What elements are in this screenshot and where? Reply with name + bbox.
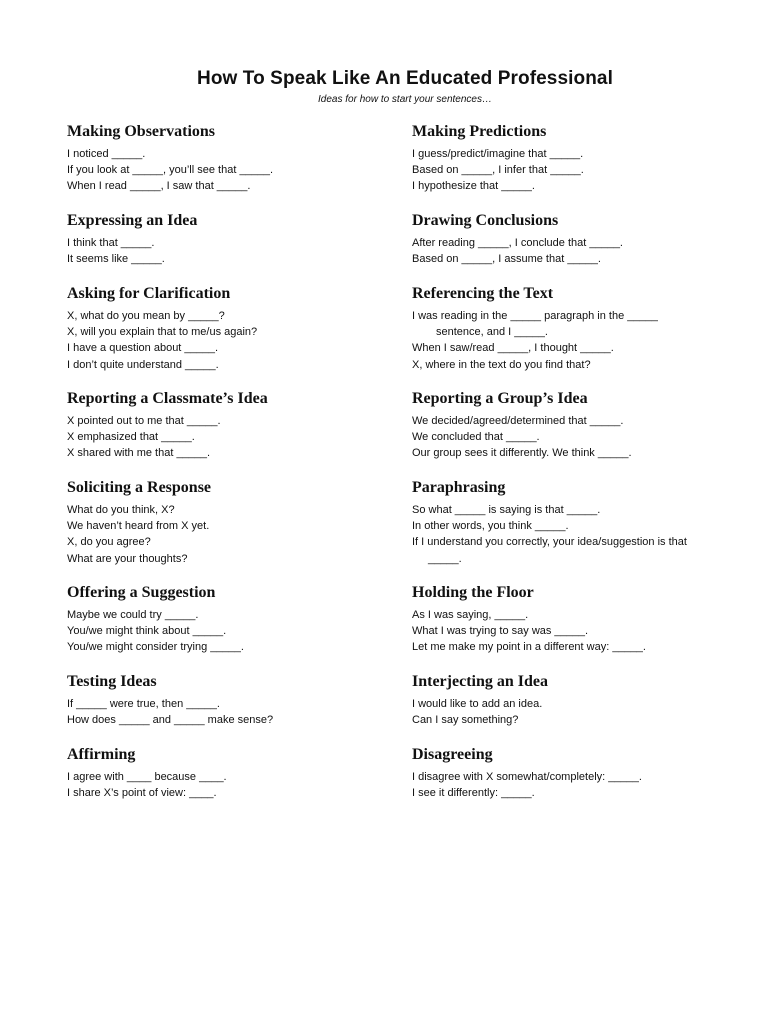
sentence-starter: You/we might think about _____.	[67, 625, 227, 638]
section-offering-a-suggestion	[67, 583, 417, 656]
sentence-starter: Maybe we could try _____.	[67, 609, 199, 621]
section-making-predictions	[412, 122, 762, 195]
section-holding-the-floor	[412, 583, 762, 656]
section-heading: Paraphrasing	[412, 479, 506, 496]
sentence-starter: We concluded that _____.	[412, 431, 540, 444]
section-drawing-conclusions	[412, 211, 762, 267]
sentence-starter: When I read _____, I saw that _____.	[67, 180, 251, 193]
section-heading: Making Predictions	[412, 123, 547, 140]
sentence-starter: What I was trying to say was _____.	[412, 625, 589, 638]
sentence-starter: X, what do you mean by _____?	[67, 310, 225, 322]
sentence-starter: I think that _____.	[67, 237, 155, 249]
document-title: How To Speak Like An Educated Professional	[197, 68, 613, 89]
section-soliciting-a-response	[67, 478, 417, 567]
sentence-starter: Based on _____, I infer that _____.	[412, 164, 584, 177]
sentence-starter: I noticed _____.	[67, 148, 146, 160]
sentence-starter: If _____ were true, then _____.	[67, 698, 220, 710]
sentence-starter: X, where in the text do you find that?	[412, 358, 591, 371]
section-testing-ideas	[67, 672, 417, 728]
sentence-starter: I hypothesize that _____.	[412, 180, 535, 193]
sentence-starter: Let me make my point in a different way: _____.	[412, 641, 646, 654]
section-referencing-the-text	[412, 284, 762, 373]
sentence-starter: What do you think, X?	[67, 504, 175, 516]
section-heading: Soliciting a Response	[67, 479, 212, 496]
section-heading: Asking for Clarification	[67, 285, 231, 302]
sentence-starter: _____.	[428, 552, 462, 565]
sentence-starter: I share X’s point of view: ____.	[67, 787, 217, 800]
sentence-starter: As I was saying, _____.	[412, 609, 529, 621]
sentence-starter: I guess/predict/imagine that _____.	[412, 148, 584, 160]
section-affirming	[67, 745, 417, 801]
sentence-starter: When I saw/read _____, I thought _____.	[412, 342, 614, 355]
sentence-starter: So what _____ is saying is that _____.	[412, 504, 601, 516]
sentence-starter: What are your thoughts?	[67, 552, 188, 565]
sentence-starter: After reading _____, I conclude that _____.	[412, 237, 623, 249]
section-reporting-classmates-idea	[67, 389, 417, 462]
sentence-starter: Can I say something?	[412, 714, 519, 727]
sentence-starter: I disagree with X somewhat/completely: _____.	[412, 771, 642, 783]
sentence-starter: I see it differently: _____.	[412, 787, 535, 800]
sentence-starter: X emphasized that _____.	[67, 431, 195, 444]
section-heading: Testing Ideas	[67, 673, 157, 690]
sentence-starter: X pointed out to me that _____.	[67, 415, 221, 427]
section-heading: Affirming	[67, 746, 136, 763]
sentence-starter: How does _____ and _____ make sense?	[67, 714, 274, 727]
section-heading: Reporting a Group’s Idea	[412, 390, 588, 407]
sentence-starter: I would like to add an idea.	[412, 698, 543, 710]
sentence-starter: X shared with me that _____.	[67, 447, 211, 460]
section-heading: Offering a Suggestion	[67, 584, 216, 601]
section-heading: Drawing Conclusions	[412, 212, 559, 229]
section-asking-for-clarification	[67, 284, 417, 373]
sentence-starter: If I understand you correctly, your idea/suggestion is that	[412, 536, 687, 549]
section-disagreeing	[412, 745, 762, 801]
sentence-starter: Based on _____, I assume that _____.	[412, 253, 601, 266]
sentence-starter: If you look at _____, you’ll see that _____.	[67, 164, 274, 177]
document-subtitle: Ideas for how to start your sentences…	[318, 94, 492, 105]
section-interjecting-an-idea	[412, 672, 762, 728]
section-paraphrasing	[412, 478, 762, 567]
section-heading: Interjecting an Idea	[412, 673, 548, 690]
sentence-starter: In other words, you think _____.	[412, 520, 569, 533]
sentence-starter: I agree with ____ because ____.	[67, 771, 227, 783]
sentence-starter: sentence, and I _____.	[436, 326, 548, 339]
sentence-starter: Our group sees it differently. We think _____.	[412, 447, 632, 460]
section-heading: Disagreeing	[412, 746, 493, 763]
section-expressing-an-idea	[67, 211, 417, 267]
sentence-starter: You/we might consider trying _____.	[67, 641, 244, 654]
section-making-observations	[67, 122, 417, 195]
section-heading: Referencing the Text	[412, 285, 554, 302]
section-heading: Making Observations	[67, 123, 216, 140]
section-heading: Holding the Floor	[412, 584, 534, 601]
sentence-starter: X, do you agree?	[67, 536, 151, 549]
section-reporting-groups-idea	[412, 389, 762, 462]
sentence-starter: X, will you explain that to me/us again?	[67, 326, 258, 339]
sentence-starter: I have a question about _____.	[67, 342, 219, 355]
section-heading: Reporting a Classmate’s Idea	[67, 390, 268, 407]
sentence-starter: It seems like _____.	[67, 253, 165, 266]
sentence-starter: We haven’t heard from X yet.	[67, 520, 210, 533]
sentence-starter: I was reading in the _____ paragraph in the _____	[412, 310, 658, 322]
section-heading: Expressing an Idea	[67, 212, 198, 229]
sentence-starter: I don’t quite understand _____.	[67, 358, 219, 371]
sentence-starter: We decided/agreed/determined that _____.	[412, 415, 624, 427]
